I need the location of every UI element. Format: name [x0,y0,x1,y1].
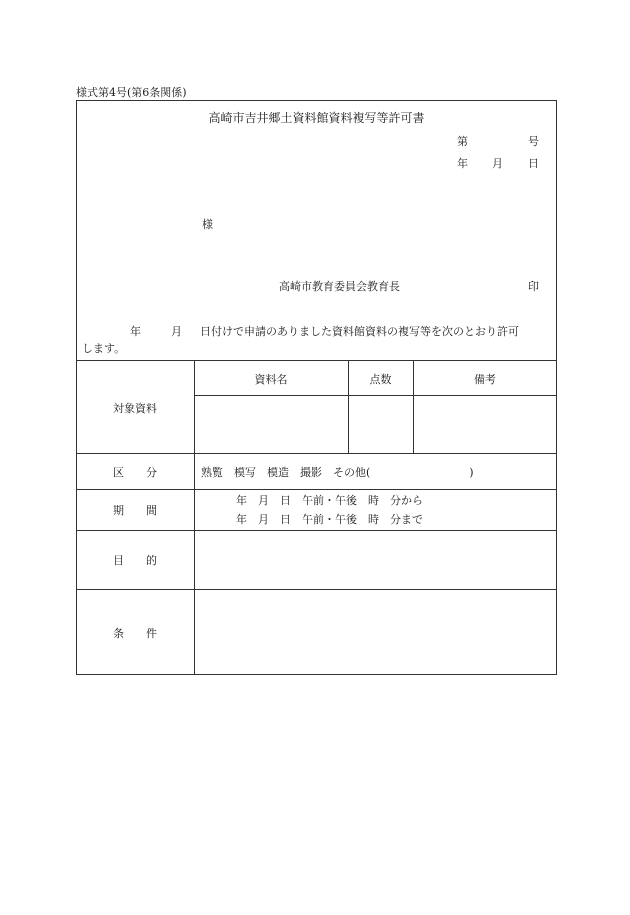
date-day: 日 [528,157,539,170]
column-header-name: 資料名 [254,373,288,386]
body-line-1-rest: 日付けで申請のありました資料館資料の複写等を次のとおり許可 [200,325,519,338]
label-column-divider [194,360,195,675]
category-label: 区 分 [113,466,157,479]
row-divider-2 [76,489,557,490]
form-label: 様式第4号(第6条関係) [76,86,187,99]
period-start: 年 月 日 午前・午後 時 分から [236,494,423,507]
category-options: 熟覧 模写 模造 撮影 その他( ) [201,466,474,479]
date-year: 年 [457,157,468,170]
date-month: 月 [492,157,503,170]
conditions-label: 条 件 [113,627,157,640]
period-end: 年 月 日 午前・午後 時 分まで [236,513,423,526]
table-top-border [76,360,557,361]
number-prefix: 第 [457,135,468,148]
body-line-1 [130,323,519,339]
target-materials-label: 対象資料 [113,402,157,415]
period-label: 期 間 [113,504,157,517]
body-line-2: します。 [82,342,126,355]
issuer-name: 高崎市教育委員会教育長 [279,280,400,293]
body-month: 月 [171,325,182,338]
header-divider [194,395,557,396]
row-divider-4 [76,589,557,590]
purpose-label: 目 的 [113,554,157,567]
document-title: 高崎市吉井郷土資料館資料複写等許可書 [208,111,425,125]
row-divider-3 [76,530,557,531]
column-header-count: 点数 [369,373,392,386]
seal-mark: 印 [528,280,539,293]
column-header-notes: 備考 [474,373,496,386]
row-divider-1 [76,453,557,454]
body-year: 年 [130,325,141,338]
number-suffix: 号 [528,135,539,148]
addressee-suffix: 様 [202,218,213,231]
